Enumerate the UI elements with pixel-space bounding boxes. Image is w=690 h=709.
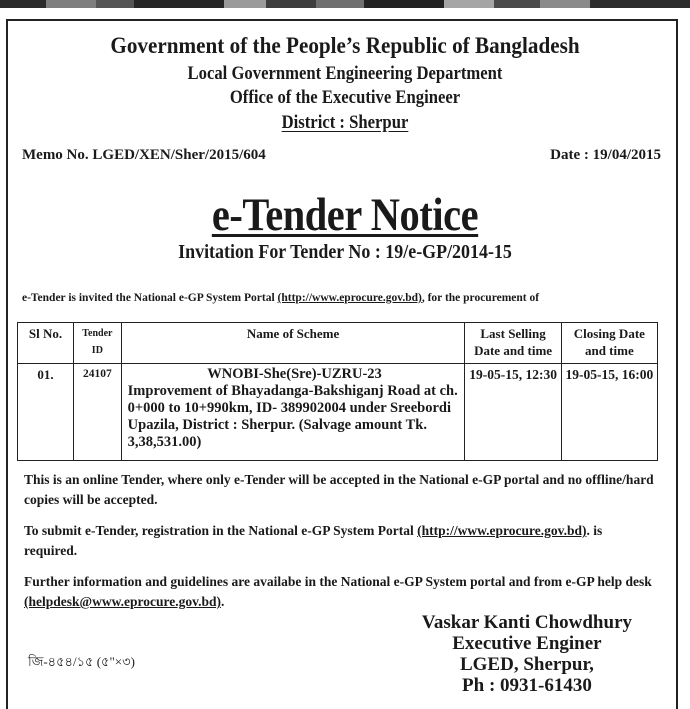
header-scheme: Name of Scheme [121,323,465,364]
signature-block [422,612,632,696]
office-heading: Office of the Executive Engineer [229,88,461,108]
intro-after: , for the procurement of [421,292,540,304]
further-before: Further information and guidelines are availabe in the National e-GP System portal and from e-GP help desk [24,574,652,589]
header-last-selling: Last Selling Date and time [465,323,561,364]
row-sl: 01. [18,364,74,461]
district-label: District : Sherpur [281,113,409,133]
intro-portal-link[interactable]: (http://www.eprocure.gov.bd) [277,292,422,304]
table-header-row [18,323,658,364]
intro-before: e-Tender is invited the National e-GP System Portal [22,292,278,304]
signatory-office: LGED, Sherpur, [459,654,594,675]
submit-paragraph [24,521,654,561]
intro-text [22,292,539,304]
reference-code: জি-৪৫৪/১৫ (৫"×৩) [28,654,135,669]
header-sl: Sl No. [18,323,74,364]
scheme-code: WNOBI-She(Sre)-UZRU-23 [207,366,382,382]
further-info-paragraph [24,572,654,612]
further-after: . [220,594,225,609]
submit-portal-link[interactable]: (http://www.eprocure.gov.bd) [417,523,587,538]
top-color-strip [0,0,690,8]
row-tender-id: 24107 [74,364,122,461]
notice-title: e-Tender Notice [211,189,479,241]
header-tender-id: Tender ID [74,323,122,364]
row-closing: 19-05-15, 16:00 [561,364,657,461]
memo-number: Memo No. LGED/XEN/Sher/2015/604 [22,147,266,163]
row-last-selling: 19-05-15, 12:30 [465,364,561,461]
government-heading: Government of the People’s Republic of Bangladesh [110,33,580,59]
submit-after: . is required. [24,523,603,558]
row-scheme [121,364,465,461]
submit-before: To submit e-Tender, registration in the National e-GP System Portal [24,523,418,538]
signatory-phone: Ph : 0931-61430 [462,675,592,696]
tender-table [17,322,658,461]
signatory-designation: Executive Enginer [452,633,602,654]
online-tender-paragraph: This is an online Tender, where only e-Tender will be accepted in the National e-GP portal and no offline/hard copies will be accepted. [24,472,654,507]
invitation-number: Invitation For Tender No : 19/e-GP/2014-15 [178,242,512,263]
district-heading [35,113,656,134]
scheme-description: Improvement of Bhayadanga-Bakshiganj Road at ch. 0+000 to 10+990km, ID- 389902004 under Sreebordi Upazila, District : Sherpur. (Salvage amount Tk. 3,38,531.00) [127,383,458,450]
memo-date: Date : 19/04/2015 [550,147,661,163]
helpdesk-email-link[interactable]: (helpdesk@www.eprocure.gov.bd) [24,594,221,609]
department-heading: Local Government Engineering Department [187,64,503,84]
signatory-name: Vaskar Kanti Chowdhury [421,612,632,633]
header-closing: Closing Date and time [561,323,657,364]
table-row [18,364,658,461]
